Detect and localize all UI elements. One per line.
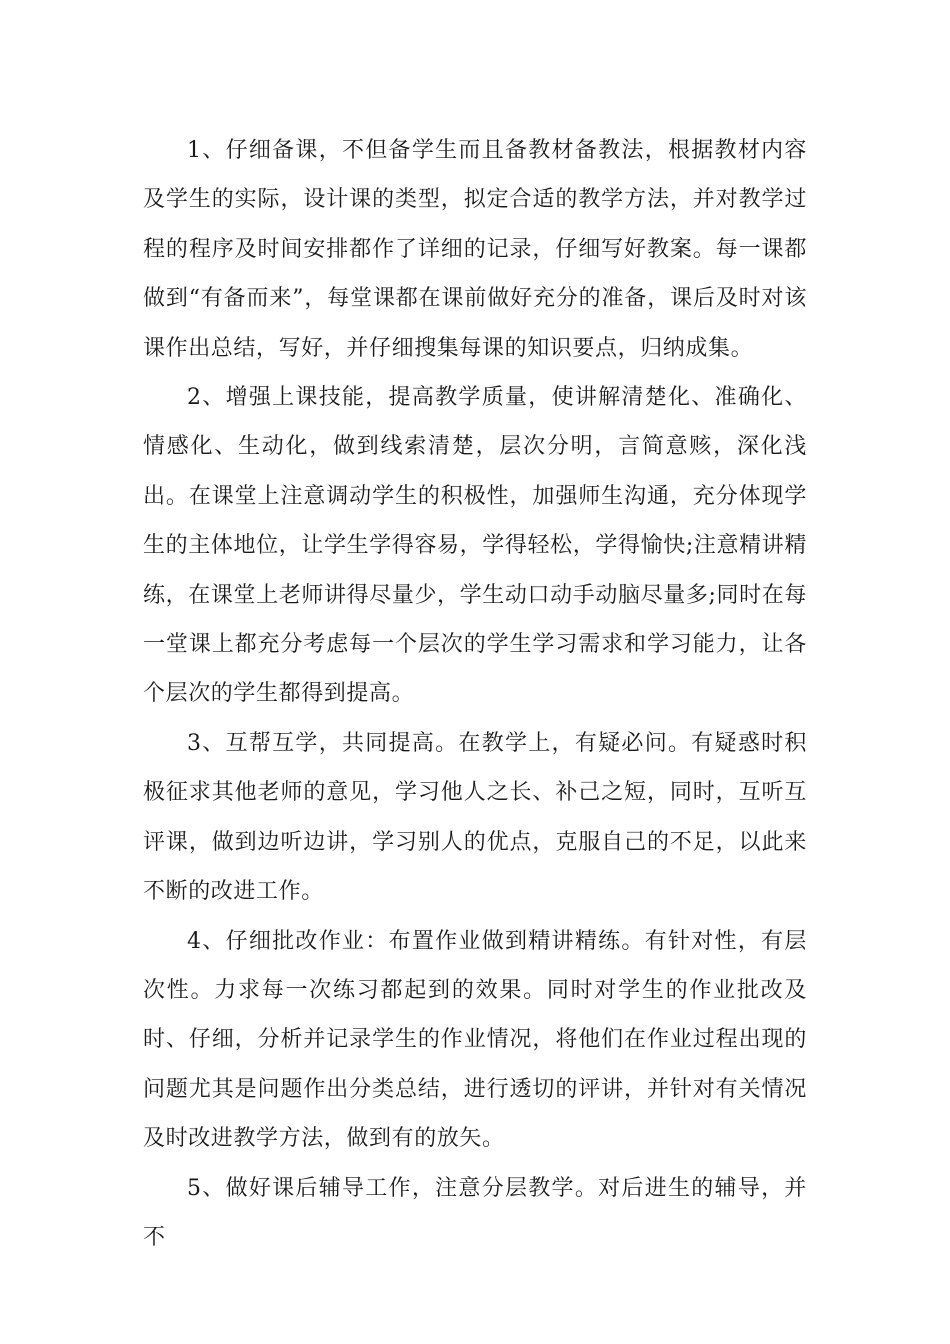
paragraph-3: 3、互帮互学，共同提高。在教学上，有疑必问。有疑惑时积极征求其他老师的意见，学习他人之长、补己之短，同时，互听互评课，做到边听边讲，学习别人的优点，克服自己的不足，以此来不断的改进工作。: [143, 730, 807, 905]
paragraph-5: 5、做好课后辅导工作，注意分层教学。对后进生的辅导，并不: [143, 1175, 807, 1250]
paragraph-4: 4、仔细批改作业：布置作业做到精讲精练。有针对性，有层次性。力求每一次练习都起到的效果。同时对学生的作业批改及时、仔细，分析并记录学生的作业情况，将他们在作业过程出现的问题尤其是问题作出分类总结，进行透切的评讲，并针对有关情况及时改进教学方法，做到有的放矢。: [143, 928, 807, 1152]
document-body: [143, 126, 807, 1262]
paragraph-2: 2、增强上课技能，提高教学质量，使讲解清楚化、准确化、情感化、生动化，做到线索清楚，层次分明，言简意赅，深化浅出。在课堂上注意调动学生的积极性，加强师生沟通，充分体现学生的主体地位，让学生学得容易，学得轻松，学得愉快;注意精讲精练，在课堂上老师讲得尽量少，学生动口动手动脑尽量多;同时在每一堂课上都充分考虑每一个层次的学生学习需求和学习能力，让各个层次的学生都得到提高。: [143, 385, 807, 707]
paragraph-1: 1、仔细备课，不但备学生而且备教材备教法，根据教材内容及学生的实际，设计课的类型，拟定合适的教学方法，并对教学过程的程序及时间安排都作了详细的记录，仔细写好教案。每一课都做到“有备而来”，每堂课都在课前做好充分的准备，课后及时对该课作出总结，写好，并仔细搜集每课的知识要点，归纳成集。: [143, 138, 807, 361]
